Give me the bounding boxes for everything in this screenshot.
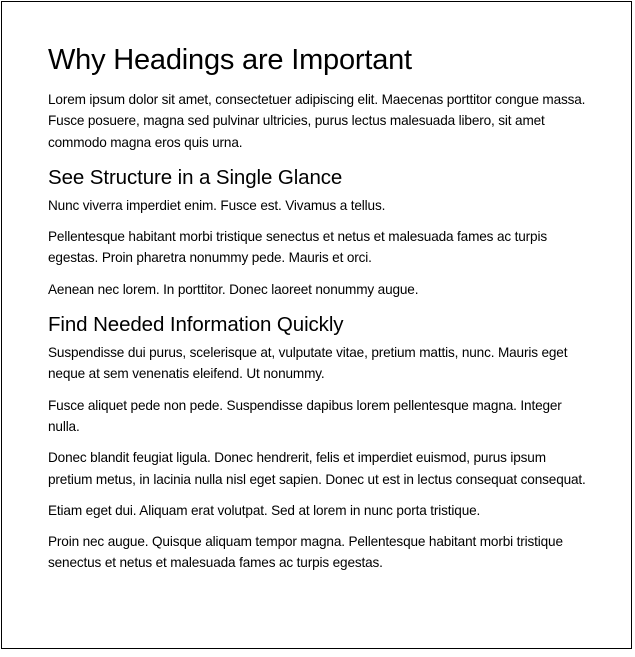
document-title: Why Headings are Important [48,44,412,76]
paragraph: Aenean nec lorem. In porttitor. Donec laoreet nonummy augue. [48,281,419,297]
paragraph: Etiam eget dui. Aliquam erat volutpat. Sed at lorem in nunc porta tristique. [48,502,481,518]
intro-paragraph: Lorem ipsum dolor sit amet, consectetuer adipiscing elit. Maecenas porttitor congue massa. Fusce posuere, magna sed pulvinar ultricies, purus lectus malesuada libero, sit amet commodo magna eros quis urna. [48,92,586,150]
paragraph: Donec blandit feugiat ligula. Donec hendrerit, felis et imperdiet euismod, purus ipsum pretium metus, in lacinia nulla nisl eget sapien. Donec ut est in lectus consequat consequat. [48,450,586,487]
paragraph: Fusce aliquet pede non pede. Suspendisse dapibus lorem pellentesque magna. Integer nulla. [48,397,562,434]
section-heading-find-information: Find Needed Information Quickly [48,313,344,337]
section-heading-structure: See Structure in a Single Glance [48,165,343,189]
paragraph: Nunc viverra imperdiet enim. Fusce est. Vivamus a tellus. [48,197,386,213]
paragraph: Proin nec augue. Quisque aliquam tempor magna. Pellentesque habitant morbi tristique senectus et netus et malesuada fames ac turpis egestas. [48,534,563,571]
document-page [1,1,632,649]
paragraph: Suspendisse dui purus, scelerisque at, vulputate vitae, pretium mattis, nunc. Mauris eget neque at sem venenatis eleifend. Ut nonummy. [48,345,568,382]
paragraph: Pellentesque habitant morbi tristique senectus et netus et malesuada fames ac turpis egestas. Proin pharetra nonummy pede. Mauris et orci. [48,229,547,266]
document-content [48,40,588,584]
